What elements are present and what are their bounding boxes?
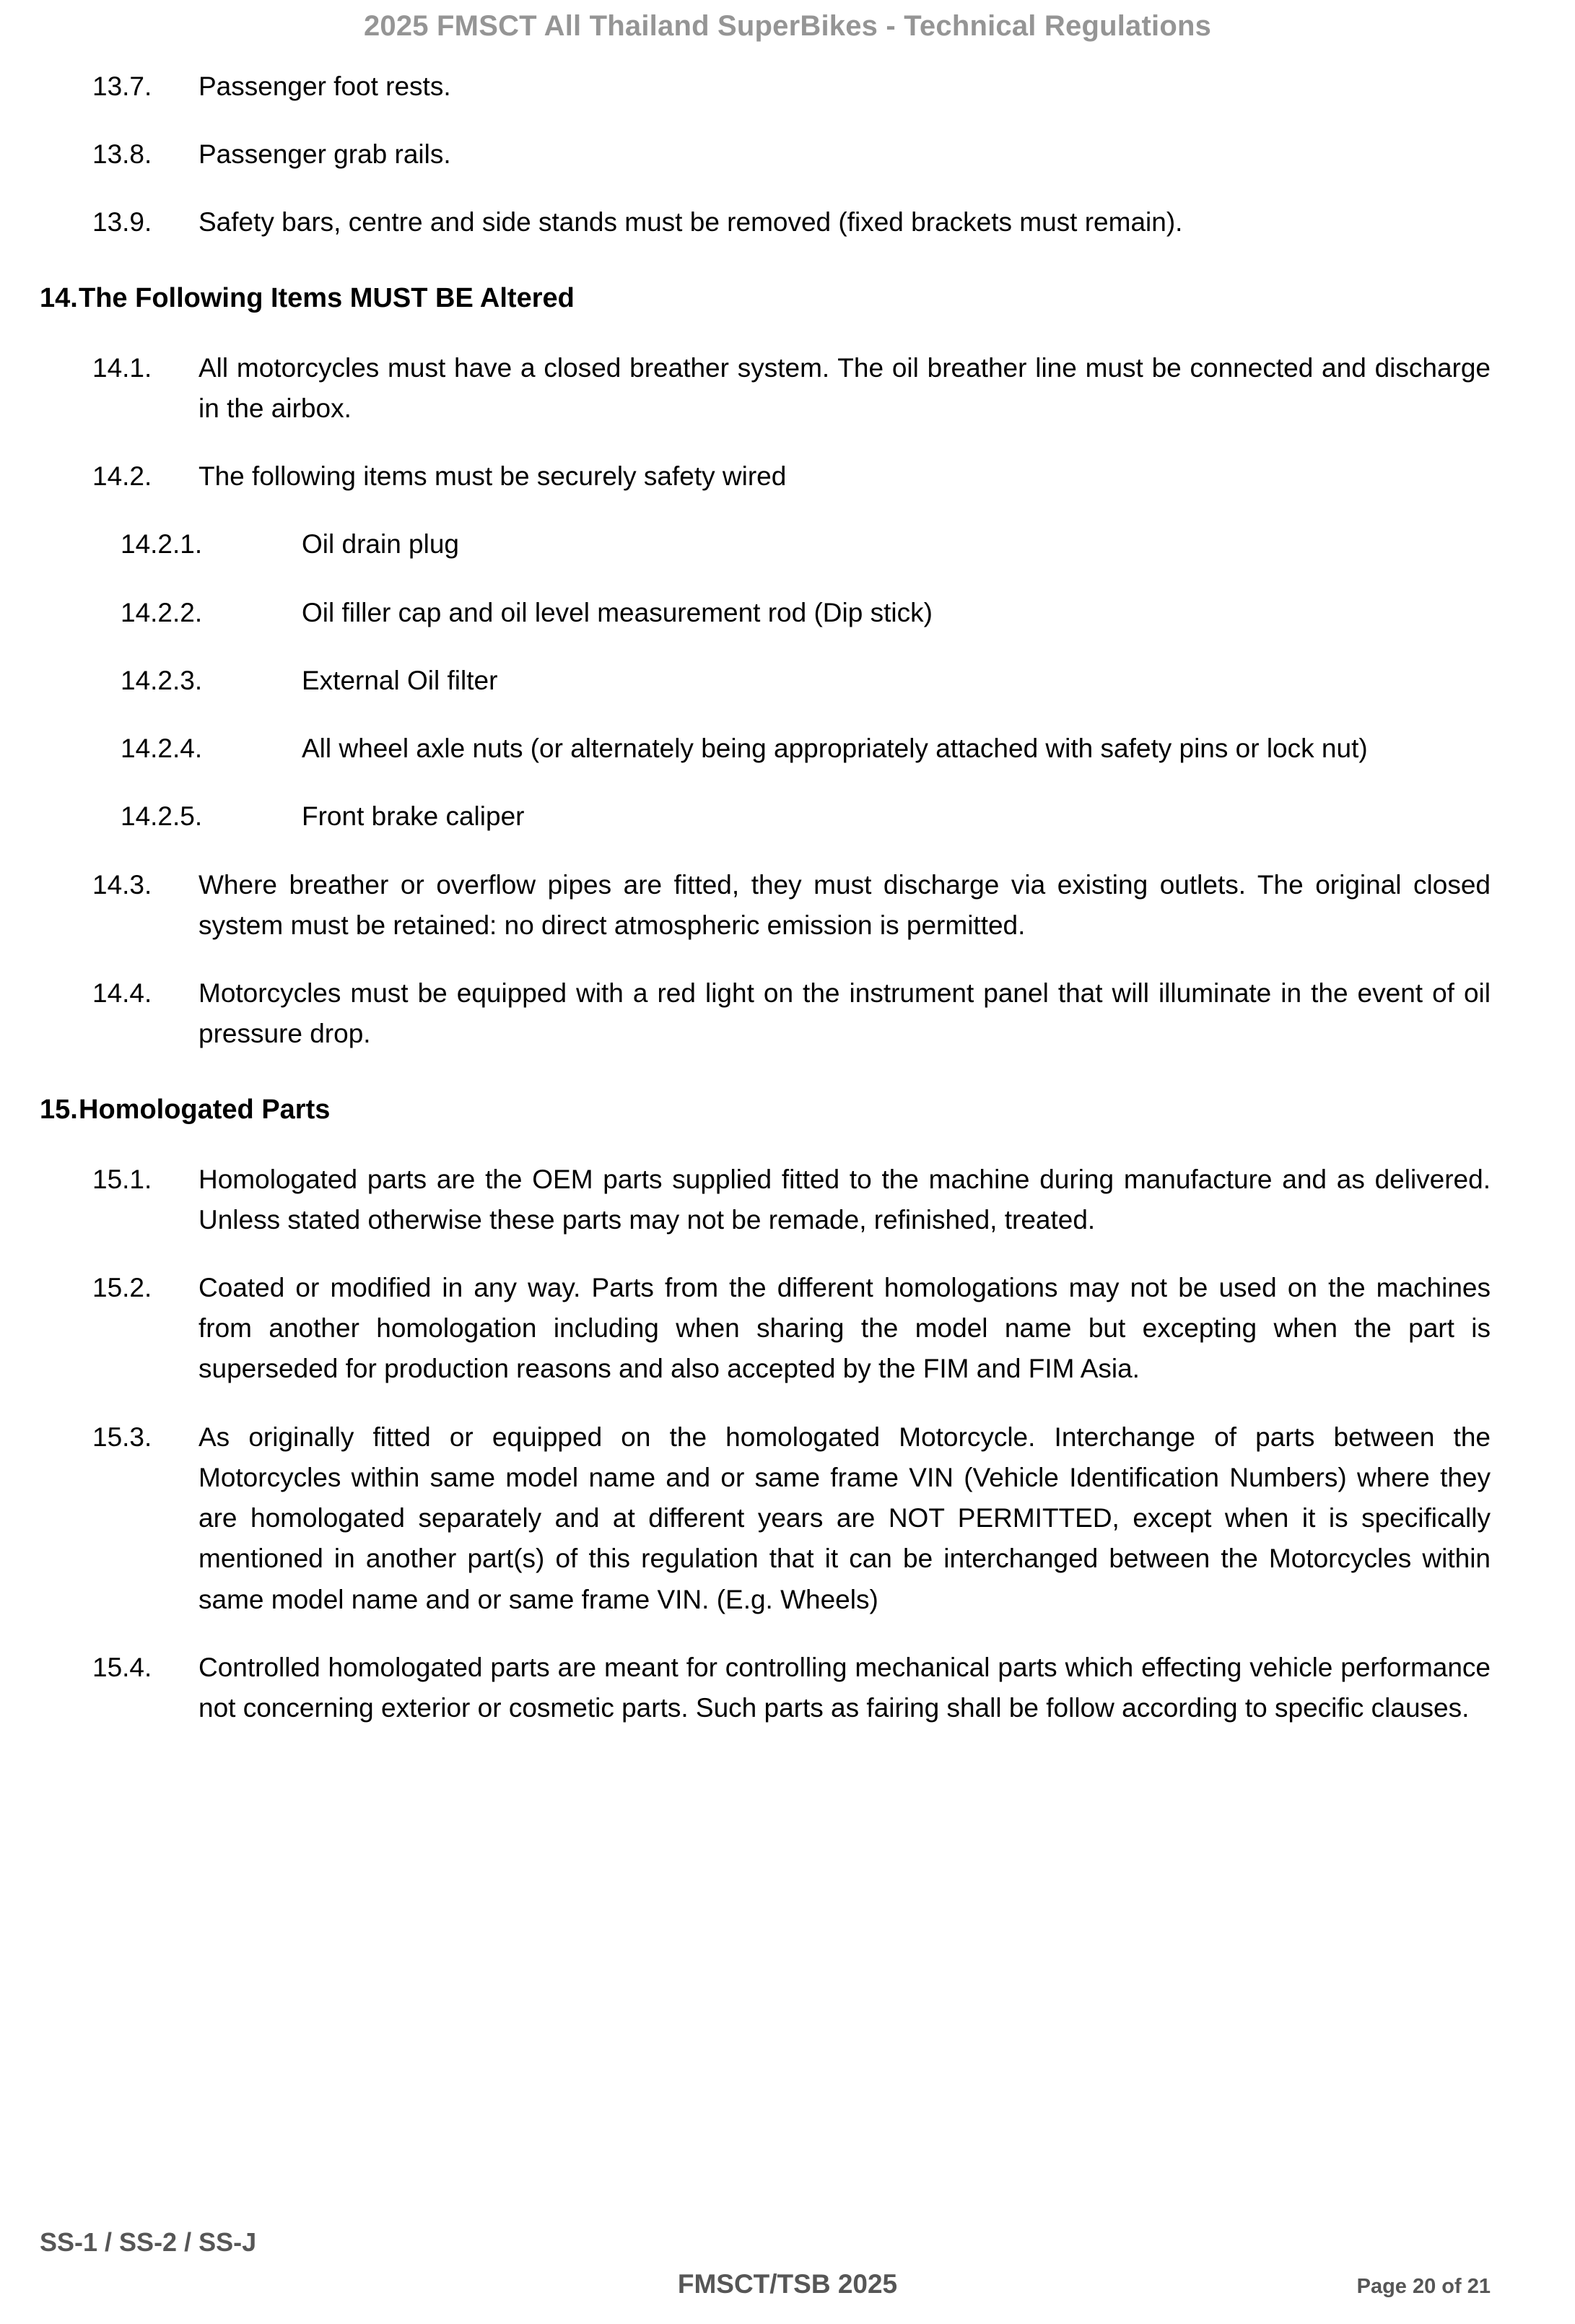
clause-number: 14.3. bbox=[92, 869, 152, 900]
page-footer bbox=[0, 2208, 1575, 2324]
clause-14-4 bbox=[0, 973, 1575, 1054]
clause-14-1 bbox=[0, 348, 1575, 429]
clause-text: Homologated parts are the OEM parts supplied fitted to the machine during manufacture and as delivered. Unless stated otherwise these parts may not be remade, refinished, treated. bbox=[198, 1164, 1491, 1235]
section-heading-14 bbox=[0, 278, 1575, 319]
clause-14-2-1 bbox=[0, 524, 1575, 565]
clause-number: 14.4. bbox=[92, 978, 152, 1009]
page-header-title: 2025 FMSCT All Thailand SuperBikes - Technical Regulations bbox=[363, 10, 1212, 42]
clause-13-8 bbox=[0, 134, 1575, 175]
clause-text: Motorcycles must be equipped with a red light on the instrument panel that will illuminate in the event of oil pressure drop. bbox=[198, 978, 1491, 1049]
clause-number: 15.1. bbox=[92, 1164, 152, 1194]
clause-number: 14.2.5. bbox=[121, 801, 203, 832]
clause-text: Controlled homologated parts are meant for controlling mechanical parts which effecting vehicle performance not concerning exterior or cosmetic parts. Such parts as fairing shall be follow according to specific clauses. bbox=[198, 1652, 1491, 1723]
clause-15-1 bbox=[0, 1159, 1575, 1240]
clause-text: Passenger foot rests. bbox=[198, 71, 451, 101]
clause-13-7 bbox=[0, 66, 1575, 107]
section-heading-15 bbox=[0, 1089, 1575, 1131]
clause-number: 14.2. bbox=[92, 461, 152, 492]
clause-14-2-2 bbox=[0, 593, 1575, 633]
section-title: The Following Items MUST BE Altered bbox=[79, 282, 575, 313]
clause-text: Coated or modified in any way. Parts from the different homologations may not be used on the machines from another homologation including when sharing the model name but excepting when the part is superseded for production reasons and also accepted by the FIM and FIM Asia. bbox=[198, 1272, 1491, 1384]
footer-class-codes: SS-1 / SS-2 / SS-J bbox=[40, 2227, 257, 2257]
clause-number: 13.8. bbox=[92, 139, 152, 170]
clause-number: 14.2.3. bbox=[121, 665, 203, 695]
clause-14-3 bbox=[0, 865, 1575, 946]
section-number: 14. bbox=[40, 282, 78, 313]
clause-text: Passenger grab rails. bbox=[198, 139, 451, 170]
clause-number: 15.3. bbox=[92, 1422, 152, 1452]
clause-14-2-5 bbox=[0, 796, 1575, 837]
clause-15-3 bbox=[0, 1417, 1575, 1620]
clause-14-2-4 bbox=[0, 728, 1575, 769]
clause-text: Where breather or overflow pipes are fitted, they must discharge via existing outlets. The original closed system must be retained: no direct atmospheric emission is permitted. bbox=[198, 869, 1491, 940]
clause-15-2 bbox=[0, 1268, 1575, 1390]
clause-text: Safety bars, centre and side stands must be removed (fixed brackets must remain). bbox=[198, 207, 1183, 238]
clause-13-9 bbox=[0, 202, 1575, 243]
clause-14-2-3 bbox=[0, 661, 1575, 701]
clause-text: Front brake caliper bbox=[302, 801, 525, 832]
footer-organisation: FMSCT/TSB 2025 bbox=[677, 2269, 898, 2299]
section-number: 15. bbox=[40, 1094, 78, 1125]
clause-text: The following items must be securely safety wired bbox=[198, 461, 787, 492]
section-title: Homologated Parts bbox=[79, 1094, 331, 1125]
clause-number: 14.2.4. bbox=[121, 734, 203, 764]
clause-15-4 bbox=[0, 1648, 1575, 1728]
footer-page-number: Page 20 of 21 bbox=[1356, 2275, 1491, 2298]
clause-text: External Oil filter bbox=[302, 665, 498, 695]
clause-number: 14.2.2. bbox=[121, 597, 203, 627]
clause-14-2 bbox=[0, 456, 1575, 497]
clause-text: As originally fitted or equipped on the homologated Motorcycle. Interchange of parts between the Motorcycles within same model name and or same frame VIN (Vehicle Identification Numbers) where they are homologated separately and at different years are NOT PERMITTED, except when it is specifically mentioned in another part(s) of this regulation that it can be interchanged between the Motorcycles within same model name and or same frame VIN. (E.g. Wheels) bbox=[198, 1422, 1491, 1614]
clause-text: All wheel axle nuts (or alternately being appropriately attached with safety pins or lock nut) bbox=[302, 734, 1368, 764]
clause-number: 14.1. bbox=[92, 352, 152, 383]
clause-text: All motorcycles must have a closed breather system. The oil breather line must be connected and discharge in the airbox. bbox=[198, 352, 1491, 423]
clause-text: Oil drain plug bbox=[302, 529, 460, 560]
document-body bbox=[0, 66, 1575, 1756]
clause-number: 14.2.1. bbox=[121, 529, 203, 560]
clause-number: 13.9. bbox=[92, 207, 152, 238]
clause-number: 15.4. bbox=[92, 1652, 152, 1682]
clause-number: 15.2. bbox=[92, 1272, 152, 1302]
clause-text: Oil filler cap and oil level measurement rod (Dip stick) bbox=[302, 597, 933, 627]
clause-number: 13.7. bbox=[92, 71, 152, 101]
